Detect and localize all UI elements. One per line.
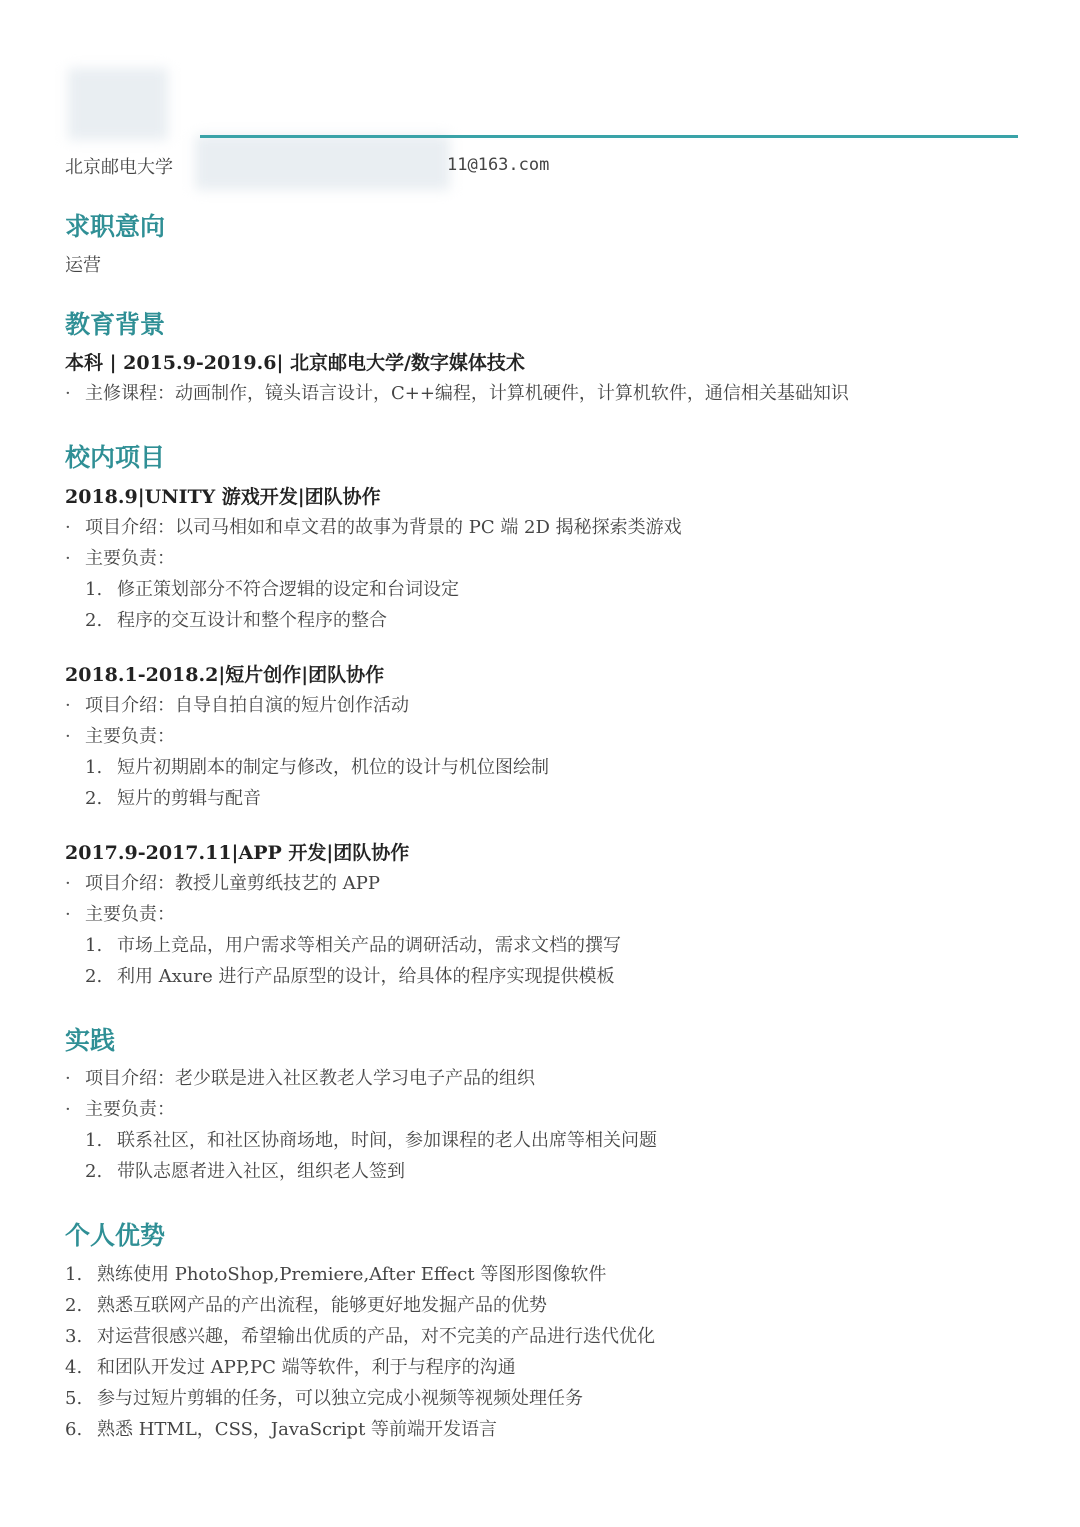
bullet-icon: · <box>65 904 71 925</box>
project-intro-text: 项目介绍：以司马相如和卓文君的故事为背景的 PC 端 2D 揭秘探索类游戏 <box>85 517 682 538</box>
bullet-icon: · <box>65 548 71 569</box>
practice-duty-label <box>65 1095 175 1121</box>
duty-label-text: 主要负责： <box>85 726 175 747</box>
course-text: 主修课程：动画制作，镜头语言设计，C++编程，计算机硬件，计算机软件，通信相关基础知识 <box>85 383 849 404</box>
strength-text: 熟悉 HTML，CSS，JavaScript 等前端开发语言 <box>97 1419 498 1440</box>
project-duty-label <box>65 900 175 926</box>
bullet-icon: · <box>65 1099 71 1120</box>
list-number: 5. <box>65 1388 83 1409</box>
duty-text: 利用 Axure 进行产品原型的设计，给具体的程序实现提供模板 <box>117 966 615 987</box>
list-number: 4. <box>65 1357 83 1378</box>
section-title-strengths: 个人优势 <box>65 1221 166 1250</box>
list-number: 2. <box>85 1161 103 1182</box>
objective-value: 运营 <box>65 255 101 276</box>
project-intro <box>65 869 380 895</box>
practice-duty-item <box>85 1126 657 1152</box>
list-number: 1. <box>85 935 103 956</box>
strength-item <box>65 1260 606 1286</box>
list-number: 2. <box>85 966 103 987</box>
project-heading: 2017.9-2017.11|APP 开发|团队协作 <box>65 842 410 864</box>
list-number: 2. <box>85 788 103 809</box>
school-name: 北京邮电大学 <box>65 157 173 178</box>
strength-item <box>65 1415 497 1441</box>
blurred-name <box>68 68 168 140</box>
blurred-contact <box>195 135 450 190</box>
strength-text: 和团队开发过 APP,PC 端等软件，利于与程序的沟通 <box>97 1357 516 1378</box>
practice-duty-item <box>85 1157 405 1183</box>
project-intro <box>65 513 682 539</box>
duty-text: 短片初期剧本的制定与修改，机位的设计与机位图绘制 <box>117 757 549 778</box>
duty-text: 短片的剪辑与配音 <box>117 788 261 809</box>
strength-text: 熟练使用 PhotoShop,Premiere,After Effect 等图形图像软件 <box>97 1264 607 1285</box>
duty-text: 带队志愿者进入社区，组织老人签到 <box>117 1161 405 1182</box>
bullet-icon: · <box>65 383 71 404</box>
practice-intro-text: 项目介绍：老少联是进入社区教老人学习电子产品的组织 <box>85 1068 535 1089</box>
project-duty-item <box>85 753 549 779</box>
section-title-education: 教育背景 <box>65 310 166 339</box>
bullet-icon: · <box>65 726 71 747</box>
project-intro <box>65 691 409 717</box>
strength-item <box>65 1384 583 1410</box>
project-heading: 2018.1-2018.2|短片创作|团队协作 <box>65 664 385 686</box>
duty-text: 程序的交互设计和整个程序的整合 <box>117 610 387 631</box>
project-duty-item <box>85 784 261 810</box>
strength-item <box>65 1322 655 1348</box>
bullet-icon: · <box>65 873 71 894</box>
list-number: 1. <box>85 757 103 778</box>
project-duty-item <box>85 962 614 988</box>
project-duty-item <box>85 931 621 957</box>
duty-text: 修正策划部分不符合逻辑的设定和台词设定 <box>117 579 459 600</box>
practice-intro <box>65 1064 535 1090</box>
list-number: 1. <box>85 579 103 600</box>
list-number: 1. <box>85 1130 103 1151</box>
strength-item <box>65 1353 516 1379</box>
duty-text: 市场上竞品，用户需求等相关产品的调研活动，需求文档的撰写 <box>117 935 621 956</box>
section-title-objective: 求职意向 <box>65 212 166 241</box>
strength-text: 参与过短片剪辑的任务，可以独立完成小视频等视频处理任务 <box>97 1388 583 1409</box>
strength-text: 对运营很感兴趣，希望输出优质的产品，对不完美的产品进行迭代优化 <box>97 1326 655 1347</box>
email-suffix: 11@163.com <box>447 155 550 175</box>
project-duty-item <box>85 575 459 601</box>
project-intro-text: 项目介绍：教授儿童剪纸技艺的 APP <box>85 873 380 894</box>
header-divider <box>200 135 1018 138</box>
project-duty-label <box>65 544 175 570</box>
duty-label-text: 主要负责： <box>85 904 175 925</box>
education-course <box>65 379 849 405</box>
bullet-icon: · <box>65 517 71 538</box>
bullet-icon: · <box>65 1068 71 1089</box>
project-duty-item <box>85 606 387 632</box>
project-heading: 2018.9|UNITY 游戏开发|团队协作 <box>65 486 381 508</box>
strength-text: 熟悉互联网产品的产出流程，能够更好地发掘产品的优势 <box>97 1295 547 1316</box>
list-number: 1. <box>65 1264 83 1285</box>
list-number: 3. <box>65 1326 83 1347</box>
duty-label-text: 主要负责： <box>85 1099 175 1120</box>
list-number: 6. <box>65 1419 83 1440</box>
project-duty-label <box>65 722 175 748</box>
project-intro-text: 项目介绍：自导自拍自演的短片创作活动 <box>85 695 409 716</box>
strength-item <box>65 1291 547 1317</box>
duty-text: 联系社区，和社区协商场地，时间，参加课程的老人出席等相关问题 <box>117 1130 657 1151</box>
section-title-practice: 实践 <box>65 1026 116 1055</box>
duty-label-text: 主要负责： <box>85 548 175 569</box>
section-title-projects: 校内项目 <box>65 443 166 472</box>
list-number: 2. <box>85 610 103 631</box>
bullet-icon: · <box>65 695 71 716</box>
list-number: 2. <box>65 1295 83 1316</box>
education-heading: 本科 | 2015.9-2019.6| 北京邮电大学/数字媒体技术 <box>65 352 525 374</box>
